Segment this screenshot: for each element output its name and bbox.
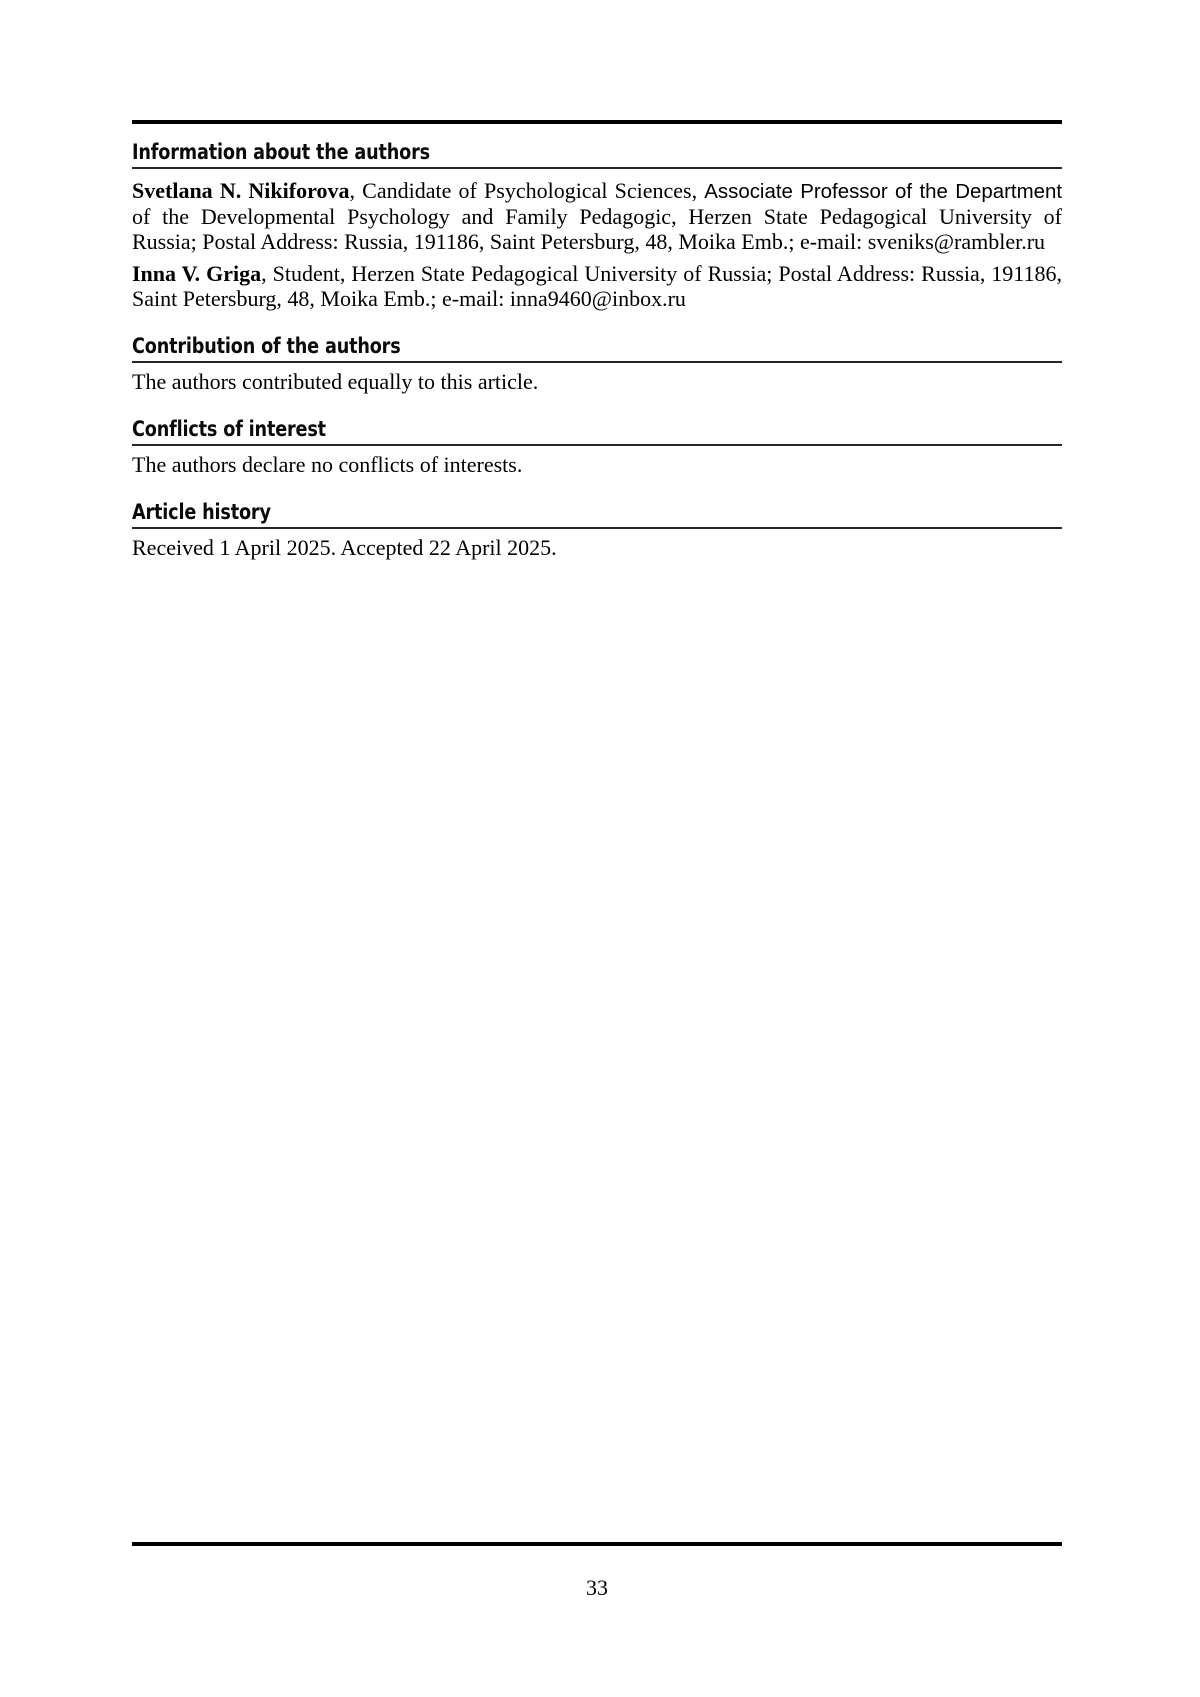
author2-affiliation-text: , Student, Herzen State Pedagogical University of Russia; Postal Address: Russia, 191186, Saint Petersburg, 48, Moika Emb.; e-mail: [132,261,1062,311]
author2-name: Inna V. Griga [132,261,262,286]
bottom-divider-rule [132,1542,1062,1546]
contribution-paragraph: The authors contributed equally to this article. [132,369,539,394]
contribution-section-heading [132,334,1062,363]
contribution-section-heading-text: Contribution of the authors [132,334,401,358]
conflicts-section-heading [132,417,1062,446]
conflicts-paragraph: The authors declare no conflicts of interests. [132,452,523,477]
history-paragraph: Received 1 April 2025. Accepted 22 April 2025. [132,535,557,560]
author1-affiliation-text: of the Developmental Psychology and Family Pedagogic, Herzen State Pedagogical University of Russia; Postal Address: Russia, 191186, Saint Petersburg, 48, Moika Emb.; e-mail: [132,204,1062,254]
author1-email-text: sveniks@rambler.ru [867,229,1046,254]
author1-paragraph [132,178,1062,254]
authors-section-heading-text: Information about the authors [132,140,430,164]
history-section-heading [132,500,1062,529]
conflicts-section-heading-text: Conflicts of interest [132,417,326,441]
author2-email-text: inna9460@inbox.ru [509,286,686,311]
page-number: 33 [586,1575,608,1600]
author2-paragraph [132,261,1062,311]
author1-name: Svetlana N. Nikiforova [132,178,350,203]
author1-degree-text: , Candidate of Psychological Sciences, [349,178,705,203]
page-content [132,0,1062,560]
history-section-heading-text: Article history [132,500,271,524]
top-divider-rule [132,120,1062,124]
author1-position-text: Associate Professor of the Department [704,180,1063,203]
authors-section-heading [132,140,1062,169]
